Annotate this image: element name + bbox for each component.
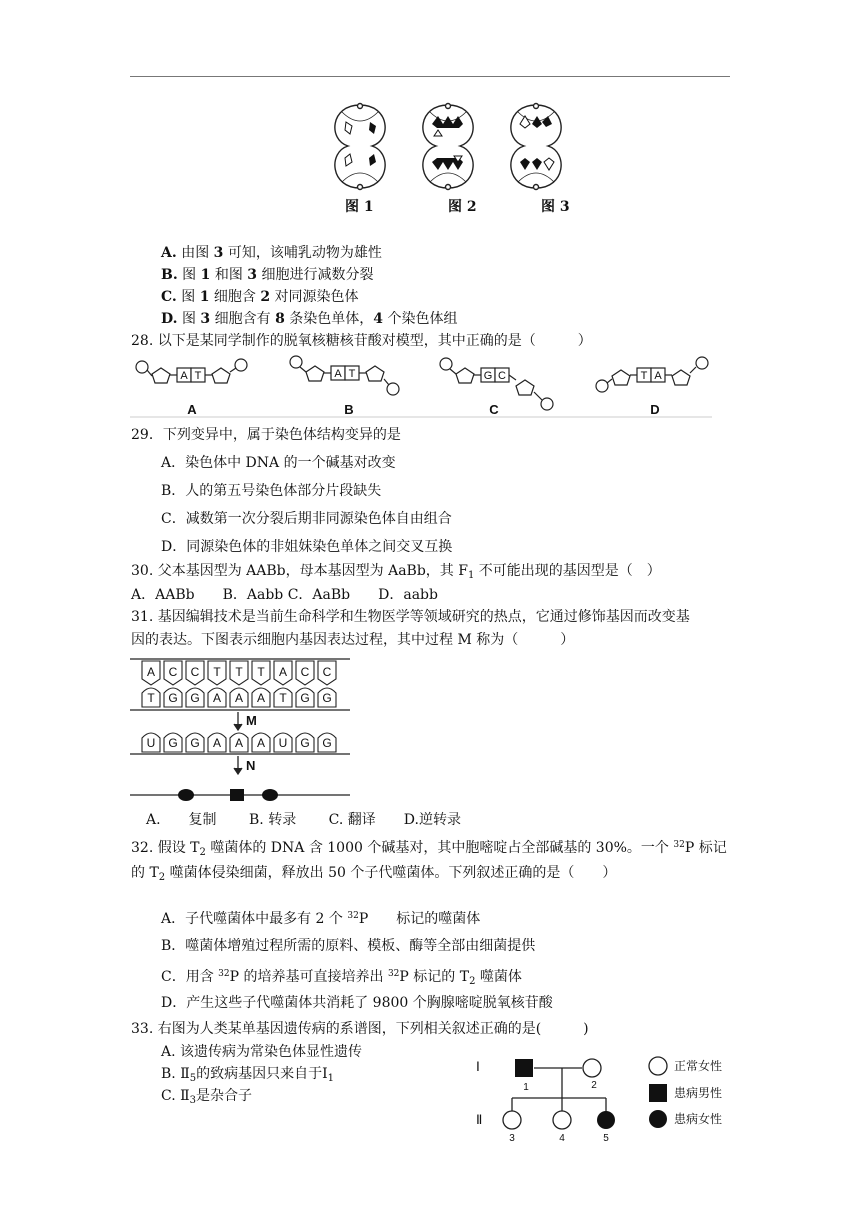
model-b-label: B [344,402,354,417]
template-top-strand-base: C [168,665,178,679]
pedigree-chart [470,1048,740,1144]
template-top-strand-base: T [257,665,265,679]
template-bottom-strand-base: A [234,691,244,705]
q33-stem: 33. 右图为人类某单基因遗传病的系谱图，下列相关叙述正确的是( ) [131,1021,589,1037]
mrna-strand-base: A [212,736,222,750]
mrna-strand-base: U [278,736,288,750]
q32-option-d: D．产生这些子代噬菌体共消耗了 9800 个胸腺嘧啶脱氧核苷酸 [161,995,553,1011]
model-c-label: C [489,402,499,417]
mrna-strand-base: G [168,736,178,750]
template-bottom-strand-base: T [279,691,287,705]
model-d-label: D [650,402,660,417]
fig-option-b: B. 图 1 和图 3 细胞进行减数分裂 [161,267,374,283]
legend-normal-female: 正常女性 [674,1059,723,1073]
q29-option-c: C．减数第一次分裂后期非同源染色体自由组合 [161,511,452,527]
q29-option-d: D．同源染色体的非姐妹染色单体之间交叉互换 [161,539,453,555]
legend-affected-female: 患病女性 [674,1112,723,1126]
legend-normal-female-icon [649,1057,667,1075]
individual-5-affected-female [597,1111,615,1129]
cell-figures [320,100,580,195]
q29-stem: 29．下列变异中，属于染色体结构变异的是 [131,427,401,443]
individual-2-normal-female [583,1059,601,1077]
template-top-strand-base: C [190,665,200,679]
id-3: 3 [509,1133,515,1144]
mrna-strand-base: A [234,736,244,750]
mrna-strand-base: U [146,736,156,750]
model-b-base-2: T [348,368,356,380]
template-bottom-strand-base: G [190,691,200,705]
legend-affected-male-icon [649,1084,667,1102]
template-bottom-strand-base: T [147,691,155,705]
template-top-strand-base: C [322,665,332,679]
fig-option-d: D. 图 3 细胞含有 8 条染色单体，4 个染色体组 [161,311,458,327]
q31-stem-line1: 31. 基因编辑技术是当前生命科学和生物医学等领域研究的热点，它通过修饰基因而改变基 [131,609,690,625]
q33-option-c: C. $Ⅱ_3$是杂合子 [161,1088,253,1106]
process-m-label: M [246,713,257,728]
model-d-base-2: A [654,370,662,382]
q33-option-a: A. 该遗传病为常染色体显性遗传 [161,1044,363,1060]
q32-line1: 32. 假设 $T_2$ 噬菌体的 DNA 含 1000 个碱基对，其中胞嘧啶占全部碱基的 30%。一个 $^{32}$P 标记 [131,840,727,858]
legend-affected-male: 患病男性 [674,1086,723,1100]
q30-stem: 30. 父本基因型为 AABb，母本基因型为 AaBb，其 $F_1$ 不可能出现的基因型是（ ） [131,563,661,581]
nucleotide-models [130,352,730,418]
model-c-base-2: C [498,370,506,382]
fig-option-c: C. 图 1 细胞含 2 对同源染色体 [161,289,359,305]
template-top-strand-base: T [235,665,243,679]
template-bottom-strand-base: G [168,691,178,705]
q31-stem-line2: 因的表达。下图表示细胞内基因表达过程，其中过程 M 称为（ ） [131,632,575,648]
q31-options: A. 复制 B. 转录 C. 翻译 D.逆转录 [146,812,461,828]
model-c-base-1: G [483,370,493,382]
individual-4-normal-female [553,1111,571,1129]
mrna-strand-base: G [322,736,332,750]
q29-option-a: A．染色体中 DNA 的一个碱基对改变 [161,455,396,471]
q28-stem: 28. 以下是某同学制作的脱氧核糖核苷酸对模型，其中正确的是（ ） [131,333,592,349]
legend-affected-female-icon [649,1110,667,1128]
template-top-strand-base: A [278,665,288,679]
template-bottom-strand-base: G [300,691,310,705]
fig2-caption: 图 2 [448,199,477,215]
generation-2-label: Ⅱ [476,1112,483,1127]
id-5: 5 [603,1133,609,1144]
fig3-caption: 图 3 [541,199,570,215]
id-4: 4 [559,1133,565,1144]
model-d-base-1: T [640,370,648,382]
template-bottom-strand-base: A [256,691,266,705]
q32-line2: 的 $T_2$ 噬菌体侵染细菌，释放出 50 个子代噬菌体。下列叙述正确的是（ ） [131,865,617,883]
template-top-strand-base: T [213,665,221,679]
id-1: 1 [523,1082,529,1093]
q30-options: A．AABb B．Aabb C．AaBb D．aabb [131,587,438,603]
mrna-strand-base: A [256,736,266,750]
fig1-caption: 图 1 [345,199,374,215]
model-a-base-1: A [180,370,188,382]
mrna-strand-base: G [190,736,200,750]
model-b-base-1: A [334,368,342,380]
fig-option-a: A. 由图 3 可知，该哺乳动物为雄性 [161,245,382,261]
model-a-base-2: T [194,370,202,382]
q33-option-b: B. $Ⅱ_5$的致病基因只来自于$Ⅰ_1$ [161,1066,334,1084]
individual-3-normal-female [503,1111,521,1129]
template-bottom-strand-base: A [212,691,222,705]
id-2: 2 [591,1080,597,1091]
template-bottom-strand-base: G [322,691,332,705]
q32-option-c: C．用含 $^{32}$P 的培养基可直接培养出 $^{32}$P 标记的 $T_2$ 噬菌体 [161,969,522,987]
q29-option-b: B．人的第五号染色体部分片段缺失 [161,483,382,499]
generation-1-label: Ⅰ [476,1059,480,1074]
gene-expression-diagram [130,658,352,800]
template-top-strand-base: C [300,665,310,679]
q32-option-a: A．子代噬菌体中最多有 2 个 $^{32}$P 标记的噬菌体 [161,911,481,927]
model-a-label: A [187,402,197,417]
header-rule [130,76,730,77]
mrna-strand-base: G [300,736,310,750]
template-top-strand-base: A [146,665,156,679]
q32-option-b: B．噬菌体增殖过程所需的原料、模板、酶等全部由细菌提供 [161,938,536,954]
process-n-label: N [246,758,256,773]
individual-1-affected-male [515,1059,533,1077]
